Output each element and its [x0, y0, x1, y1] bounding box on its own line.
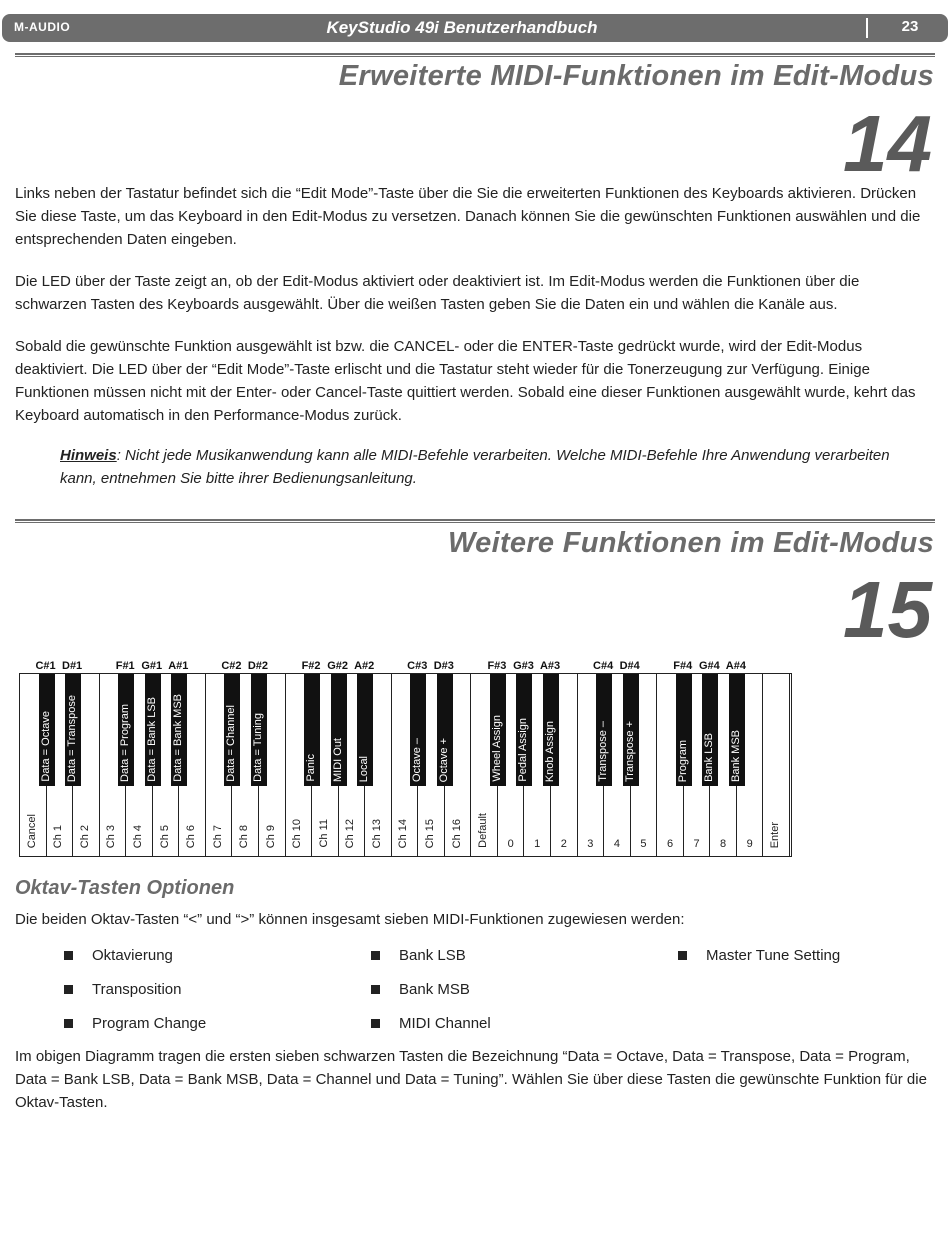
- document-title: KeyStudio 49i Benutzerhandbuch: [326, 18, 598, 37]
- note-name-label: C#4: [593, 660, 614, 672]
- black-key: [676, 674, 692, 786]
- white-key-label-text: Ch 4: [131, 824, 144, 848]
- white-key-label-text: Ch 8: [238, 824, 251, 848]
- black-key-label: Bank LSB: [703, 733, 716, 782]
- black-key-label: Transpose +: [623, 720, 636, 782]
- black-key: [331, 674, 347, 786]
- section-14-title: Erweiterte MIDI-Funktionen im Edit-Modus: [338, 60, 934, 92]
- black-key: [304, 674, 320, 786]
- note-name-label: C#3: [407, 660, 428, 672]
- black-key: [410, 674, 426, 786]
- octave-options-title: Oktav-Tasten Optionen: [15, 877, 235, 899]
- note-name-label: D#4: [619, 660, 640, 672]
- black-key-label: Data = Transpose: [66, 694, 79, 782]
- bullet-square-icon: [371, 951, 380, 960]
- section-rule: [15, 53, 935, 57]
- note-name-label: D#1: [62, 660, 83, 672]
- white-key-label: 8: [720, 838, 727, 850]
- bullet-square-icon: [678, 951, 687, 960]
- octave-options-intro: Die beiden Oktav-Tasten “<” und “>” können insgesamt sieben MIDI-Funktionen zugewiesen werden:: [15, 911, 685, 928]
- black-key-label: Octave +: [437, 737, 450, 782]
- white-key-label: 9: [746, 838, 753, 850]
- bullet-square-icon: [371, 1019, 380, 1028]
- black-key-label: Data = Channel: [225, 705, 238, 782]
- black-key-label: Data = Tuning: [251, 713, 264, 782]
- black-key-label: Program: [676, 739, 689, 782]
- octave-options-closing: Im obigen Diagramm tragen die ersten sieben schwarzen Tasten die Bezeichnung “Data = Octave, Data = Transpose, Data = Program, Data = Bank LSB, Data = Bank MSB, Data = Channel und Data = Tuning”. Wählen Sie über diese Tasten die gewünschte Funktion für die Oktav-Tasten.: [15, 1048, 927, 1111]
- note-name-label: D#3: [433, 660, 454, 672]
- note-name-label: F#2: [301, 660, 321, 672]
- section-15-title: Weitere Funktionen im Edit-Modus: [448, 527, 934, 559]
- black-key-label: Knob Assign: [544, 720, 557, 782]
- white-key-label-text: Ch 12: [344, 818, 357, 848]
- black-key: [118, 674, 134, 786]
- note: [60, 444, 920, 490]
- section-15-number: 15: [843, 565, 932, 654]
- note-name-label: G#1: [141, 660, 163, 672]
- white-key-label-text: Ch 3: [105, 824, 118, 848]
- white-key-label: 7: [693, 838, 700, 850]
- black-key-label: Pedal Assign: [517, 718, 530, 782]
- bullet-square-icon: [64, 951, 73, 960]
- white-key-label-text: Ch 6: [185, 824, 198, 848]
- white-key-label: 3: [587, 838, 594, 850]
- black-key-label: Data = Bank MSB: [172, 694, 185, 782]
- section-rule: [15, 519, 935, 523]
- brand-logo: M-AUDIO: [14, 20, 71, 34]
- note-name-label: C#2: [221, 660, 242, 672]
- black-key-label: Bank MSB: [729, 730, 742, 782]
- bullet-square-icon: [371, 985, 380, 994]
- note-name-label: A#4: [725, 660, 746, 672]
- white-key-label-text: Enter: [769, 821, 782, 848]
- black-key: [39, 674, 55, 786]
- bullet-square-icon: [64, 1019, 73, 1028]
- white-key-label-text: Ch 2: [78, 824, 91, 848]
- note-name-label: G#3: [513, 660, 534, 672]
- black-key: [729, 674, 745, 786]
- black-key: [623, 674, 639, 786]
- keyboard-diagram: [19, 673, 792, 857]
- note-text: : Nicht jede Musikanwendung kann alle MIDI-Befehle verarbeiten. Welche MIDI-Befehle Ihre Anwendung verarbeiten kann, entnehmen Sie bitte ihrer Bedienungsanleitung.: [60, 447, 890, 487]
- black-key: [490, 674, 506, 786]
- note-name-label: A#2: [354, 660, 375, 672]
- note-name-label: D#2: [247, 660, 269, 672]
- black-key: [171, 674, 187, 786]
- paragraph: Die LED über der Taste zeigt an, ob der Edit-Modus aktiviert oder deaktiviert ist. Im Edit-Modus werden die Funktionen über die schwarzen Tasten des Keyboards ausgewählt. Über die weißen Tasten geben Sie die Daten ein und wählen die Kanäle aus.: [15, 273, 860, 313]
- white-key-label-text: Ch 14: [397, 818, 410, 848]
- page-number: 23: [901, 18, 919, 35]
- black-key: [702, 674, 718, 786]
- note-name-label: A#1: [168, 660, 189, 672]
- black-key: [516, 674, 532, 786]
- white-key-label-text: Cancel: [25, 813, 38, 848]
- note-name-label: A#3: [539, 660, 561, 672]
- white-key-label: 4: [613, 838, 620, 850]
- black-key: [437, 674, 453, 786]
- white-key-label-text: Ch 13: [370, 818, 383, 848]
- header-bar: [2, 14, 948, 42]
- white-key-label-text: Ch 11: [317, 819, 330, 848]
- black-key-label: Local: [358, 755, 371, 782]
- white-key-label: 2: [560, 838, 567, 850]
- white-key-label: 5: [640, 838, 647, 850]
- black-key: [224, 674, 240, 786]
- black-key-label: Panic: [305, 754, 318, 782]
- black-key-label: Data = Program: [119, 704, 132, 782]
- note-name-label: F#4: [673, 660, 693, 672]
- black-key-label: Data = Octave: [39, 711, 52, 782]
- header-divider: [866, 18, 868, 38]
- black-key-label: Wheel Assign: [490, 715, 503, 782]
- paragraph: Links neben der Tastatur befindet sich die “Edit Mode”-Taste über die Sie die erweiterten Funktionen des Keyboards aktivieren. Drücken Sie diese Taste, um das Keyboard in den Edit-Modus zu versetzen. Danach können Sie die gewünschten Funktionen auswählen und die entsprechenden Daten eingeben.: [15, 185, 921, 248]
- black-key: [596, 674, 612, 786]
- white-key-label: 6: [666, 838, 674, 850]
- white-key-label-text: Ch 16: [450, 818, 463, 848]
- white-key-label-text: Ch 7: [211, 824, 224, 848]
- black-key-label: MIDI Out: [331, 737, 344, 782]
- white-key-label-text: Ch 5: [158, 824, 171, 848]
- white-key-label-text: Ch 10: [291, 818, 304, 848]
- note-name-label: F#3: [487, 660, 507, 672]
- white-key: [763, 674, 790, 856]
- bullet-square-icon: [64, 985, 73, 994]
- white-key-label-text: Ch 1: [52, 824, 65, 848]
- white-key-label-text: Ch 9: [264, 824, 277, 848]
- black-key: [251, 674, 267, 786]
- white-key-label: 0: [507, 838, 514, 850]
- note-name-label: G#4: [698, 660, 720, 672]
- black-key: [543, 674, 559, 786]
- note-name-label: G#2: [327, 660, 348, 672]
- black-key: [65, 674, 81, 786]
- section-14-number: 14: [843, 99, 932, 188]
- note-name-label: F#1: [115, 660, 135, 672]
- white-key-label-text: Default: [477, 813, 490, 848]
- black-key-label: Data = Bank LSB: [145, 697, 158, 782]
- note-label: Hinweis: [60, 447, 117, 464]
- white-key-label: 1: [534, 838, 541, 850]
- note-name-label: C#1: [35, 660, 56, 672]
- black-key: [357, 674, 373, 786]
- black-key-label: Octave –: [411, 737, 424, 782]
- paragraph: Sobald die gewünschte Funktion ausgewählt ist bzw. die CANCEL- oder die ENTER-Taste gedrückt wurde, wird der Edit-Modus deaktiviert. Die LED über der “Edit Mode”-Taste erlischt und die Tastatur steht wieder für die Tonerzeugung zur Verfügung. Einige Funktionen müssen nicht mit der Enter- oder Cancel-Taste quittiert werden. Sobald eine dieser Funktionen ausgewählt wurde, kehrt das Keyboard automatisch in den Performance-Modus zurück.: [15, 338, 916, 424]
- black-key-label: Transpose –: [597, 721, 610, 782]
- black-key: [145, 674, 161, 786]
- white-key-label-text: Ch 15: [424, 818, 437, 848]
